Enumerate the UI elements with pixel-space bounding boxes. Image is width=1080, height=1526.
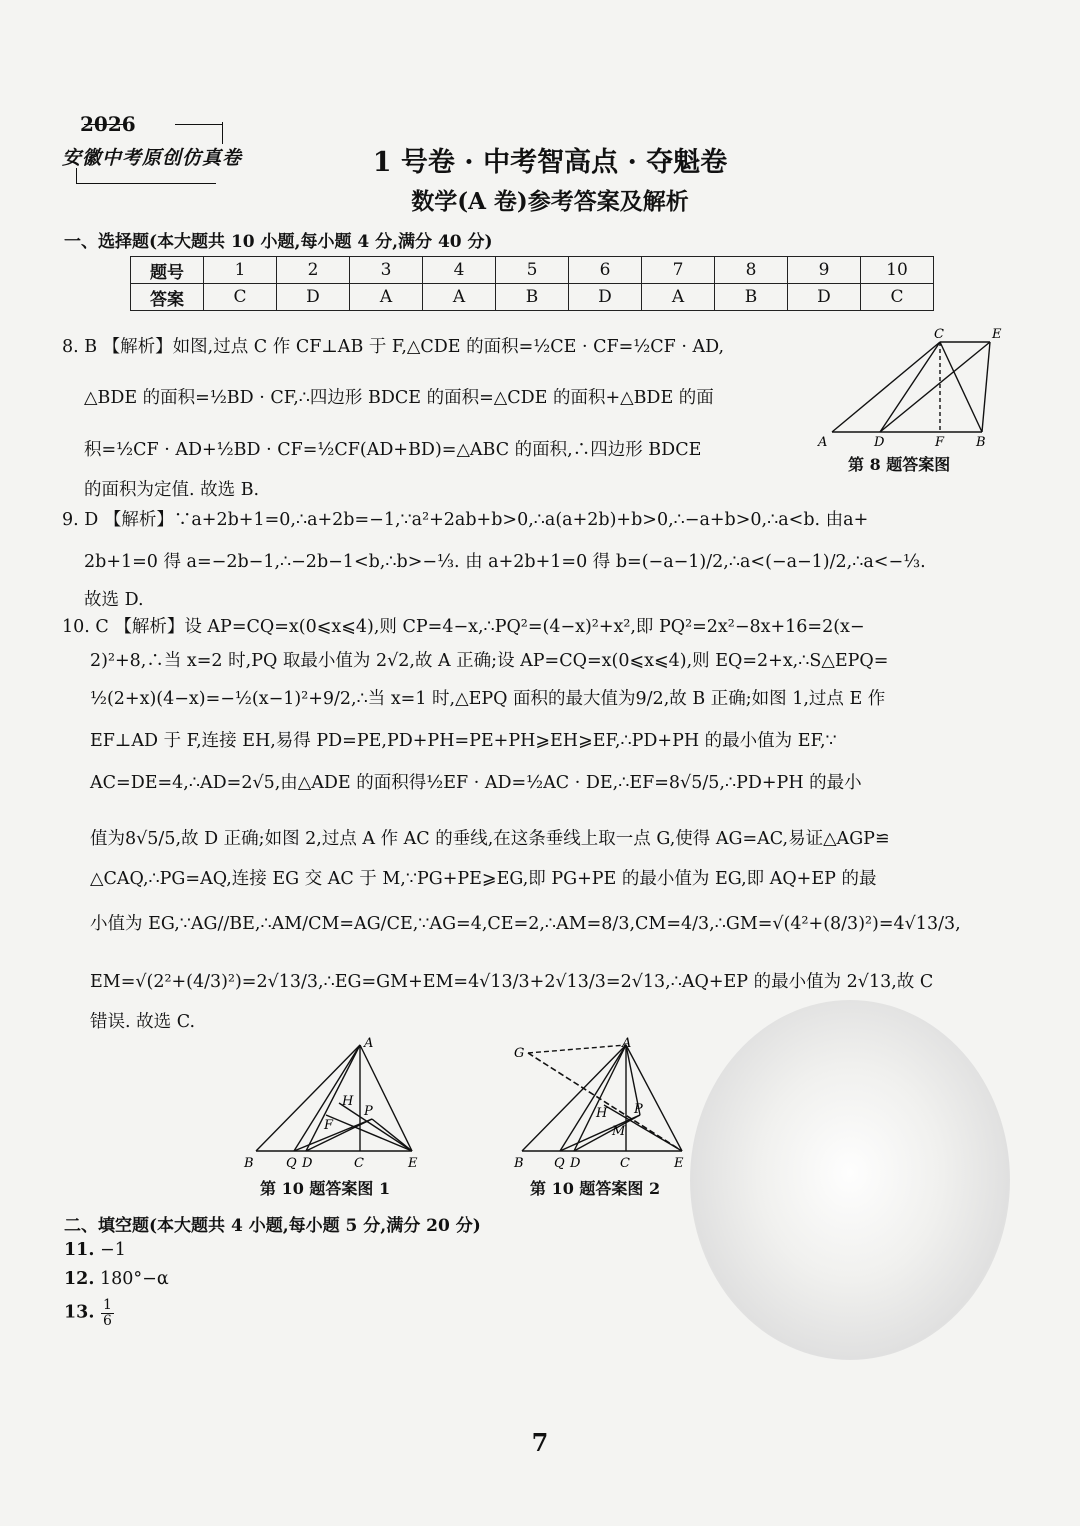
q10-figure-1: [238, 1033, 428, 1173]
series-name: 安徽中考原创仿真卷: [62, 147, 243, 169]
q10-line-9: EM=√(2²+(4/3)²)=2√13/3,∴EG=GM+EM=4√13/3+2√13/3=2√13,∴AQ+EP 的最小值为 2√13,故 C: [90, 972, 934, 992]
q10-fig1-label: F: [324, 1118, 334, 1133]
q10-figure-2: [508, 1033, 698, 1173]
q10-fig2-label: P: [634, 1102, 643, 1117]
q10-fig2-label: D: [570, 1156, 581, 1171]
section-choice-heading: 一、选择题(本大题共 10 小题,每小题 4 分,满分 40 分): [64, 232, 493, 252]
q10-fig1-label: C: [354, 1156, 364, 1171]
q10-fig1-label: Q: [286, 1156, 297, 1171]
table-cell: D: [569, 284, 642, 311]
table-cell: B: [496, 284, 569, 311]
q8-label: A: [818, 435, 828, 450]
table-cell: 2: [277, 257, 350, 284]
question-number: 12.: [64, 1269, 95, 1289]
q10-line-1: 10. C 【解析】设 AP=CQ=x(0⩽x⩽4),则 CP=4−x,∴PQ²=(4−x)²+x²,即 PQ²=2x²−8x+16=2(x−: [62, 617, 865, 637]
q10-fig2-label: C: [620, 1156, 630, 1171]
q10-fig1-label: D: [302, 1156, 313, 1171]
table-cell: 3: [350, 257, 423, 284]
q8-figure-caption: 第 8 题答案图: [848, 455, 951, 474]
logo-rule-right: [175, 124, 223, 125]
fill-answer-11: [64, 1240, 126, 1261]
table-header-cell: 题号: [131, 257, 204, 284]
table-cell: A: [423, 284, 496, 311]
q10-line-10: 错误. 故选 C.: [90, 1012, 196, 1032]
q8-line-4: 的面积为定值. 故选 B.: [84, 480, 260, 500]
q10-figure-2-caption: 第 10 题答案图 2: [530, 1179, 661, 1198]
page-number: 7: [531, 1428, 549, 1457]
q10-fig2-label: M: [612, 1124, 626, 1139]
table-cell: B: [715, 284, 788, 311]
q8-label: E: [992, 327, 1002, 342]
q10-figure-1-caption: 第 10 题答案图 1: [260, 1179, 391, 1198]
answer-value: −1: [100, 1240, 126, 1260]
fraction-numerator: 1: [103, 1297, 112, 1313]
table-row-answers: [131, 284, 934, 311]
q10-line-2: 2)²+8,∴当 x=2 时,PQ 取最小值为 2√2,故 A 正确;设 AP=CQ=x(0⩽x⩽4),则 EQ=2+x,∴S△EPQ=: [90, 651, 889, 671]
q10-fig2-label: G: [514, 1046, 525, 1061]
table-cell: A: [350, 284, 423, 311]
q10-fig2-label: H: [596, 1106, 608, 1121]
q8-label: F: [935, 435, 945, 450]
q10-fig1-label: A: [364, 1036, 374, 1051]
q9-line-2: 2b+1=0 得 a=−2b−1,∴−2b−1<b,∴b>−⅓. 由 a+2b+1=0 得 b=(−a−1)/2,∴a<(−a−1)/2,∴a<−⅓.: [84, 552, 926, 572]
table-cell: A: [642, 284, 715, 311]
q10-line-7: △CAQ,∴PG=AQ,连接 EG 交 AC 于 M,∵PG+PE⩾EG,即 PG+PE 的最小值为 EG,即 AQ+EP 的最: [90, 869, 877, 889]
q9-line-1: 9. D 【解析】∵a+2b+1=0,∴a+2b=−1,∵a²+2ab+b>0,∴a(a+2b)+b>0,∴−a+b>0,∴a<b. 由a+: [62, 510, 869, 530]
answer-table: [130, 256, 934, 311]
table-header-cell: 答案: [131, 284, 204, 311]
q10-line-4: EF⊥AD 于 F,连接 EH,易得 PD=PE,PD+PH=PE+PH⩾EH⩾EF,∴PD+PH 的最小值为 EF,∵: [90, 731, 837, 751]
q10-fig2-label: Q: [554, 1156, 565, 1171]
table-cell: 1: [204, 257, 277, 284]
table-cell: 4: [423, 257, 496, 284]
fraction-denominator: 6: [103, 1312, 112, 1329]
page-title: 1 号卷 · 中考智高点 · 夺魁卷: [372, 147, 728, 178]
table-cell: 5: [496, 257, 569, 284]
q8-label: B: [976, 435, 986, 450]
answer-value: 180°−α: [100, 1269, 169, 1289]
q8-label: D: [874, 435, 885, 450]
q9-line-3: 故选 D.: [84, 590, 144, 610]
table-cell: 10: [861, 257, 934, 284]
table-cell: D: [788, 284, 861, 311]
answer-fraction: [101, 1298, 114, 1328]
section-fill-heading: 二、填空题(本大题共 4 小题,每小题 5 分,满分 20 分): [64, 1216, 481, 1236]
table-cell: D: [277, 284, 350, 311]
table-cell: 9: [788, 257, 861, 284]
q10-line-5: AC=DE=4,∴AD=2√5,由△ADE 的面积得½EF · AD=½AC · DE,∴EF=8√5/5,∴PD+PH 的最小: [90, 773, 862, 793]
fill-answer-12: [64, 1269, 169, 1290]
question-number: 11.: [64, 1240, 95, 1260]
q10-fig1-label: H: [342, 1094, 354, 1109]
fill-answer-13: [64, 1298, 115, 1328]
q10-line-8: 小值为 EG,∵AG//BE,∴AM/CM=AG/CE,∵AG=4,CE=2,∴AM=8/3,CM=4/3,∴GM=√(4²+(8/3)²)=4√13/3,: [90, 914, 961, 934]
table-cell: 6: [569, 257, 642, 284]
q8-line-1: 8. B 【解析】如图,过点 C 作 CF⊥AB 于 F,△CDE 的面积=½CE · CF=½CF · AD,: [62, 337, 725, 357]
q8-label: C: [934, 327, 944, 342]
q10-fig1-label: P: [364, 1104, 373, 1119]
q10-fig1-label: E: [408, 1156, 418, 1171]
table-cell: 7: [642, 257, 715, 284]
q8-line-2: △BDE 的面积=½BD · CF,∴四边形 BDCE 的面积=△CDE 的面积+△BDE 的面: [84, 388, 714, 408]
q8-figure: [812, 322, 1012, 452]
q8-line-3: 积=½CF · AD+½BD · CF=½CF(AD+BD)=△ABC 的面积,∴四边形 BDCE: [84, 440, 702, 460]
table-cell: 8: [715, 257, 788, 284]
page-subtitle: 数学(A 卷)参考答案及解析: [411, 188, 689, 215]
table-cell: C: [204, 284, 277, 311]
table-row-numbers: [131, 257, 934, 284]
q10-line-6: 值为8√5/5,故 D 正确;如图 2,过点 A 作 AC 的垂线,在这条垂线上取一点 G,使得 AG=AC,易证△AGP≌: [90, 829, 890, 849]
q10-fig2-label: A: [622, 1036, 632, 1051]
question-number: 13.: [64, 1302, 95, 1323]
logo-rule-left: [84, 124, 124, 125]
q10-fig1-label: B: [244, 1156, 254, 1171]
q10-fig2-label: B: [514, 1156, 524, 1171]
table-cell: C: [861, 284, 934, 311]
q10-line-3: ½(2+x)(4−x)=−½(x−1)²+9/2,∴当 x=1 时,△EPQ 面积的最大值为9/2,故 B 正确;如图 1,过点 E 作: [90, 689, 886, 709]
photo-glare: [690, 1000, 1010, 1360]
q10-fig2-label: E: [674, 1156, 684, 1171]
series-year: 2026: [80, 112, 136, 136]
